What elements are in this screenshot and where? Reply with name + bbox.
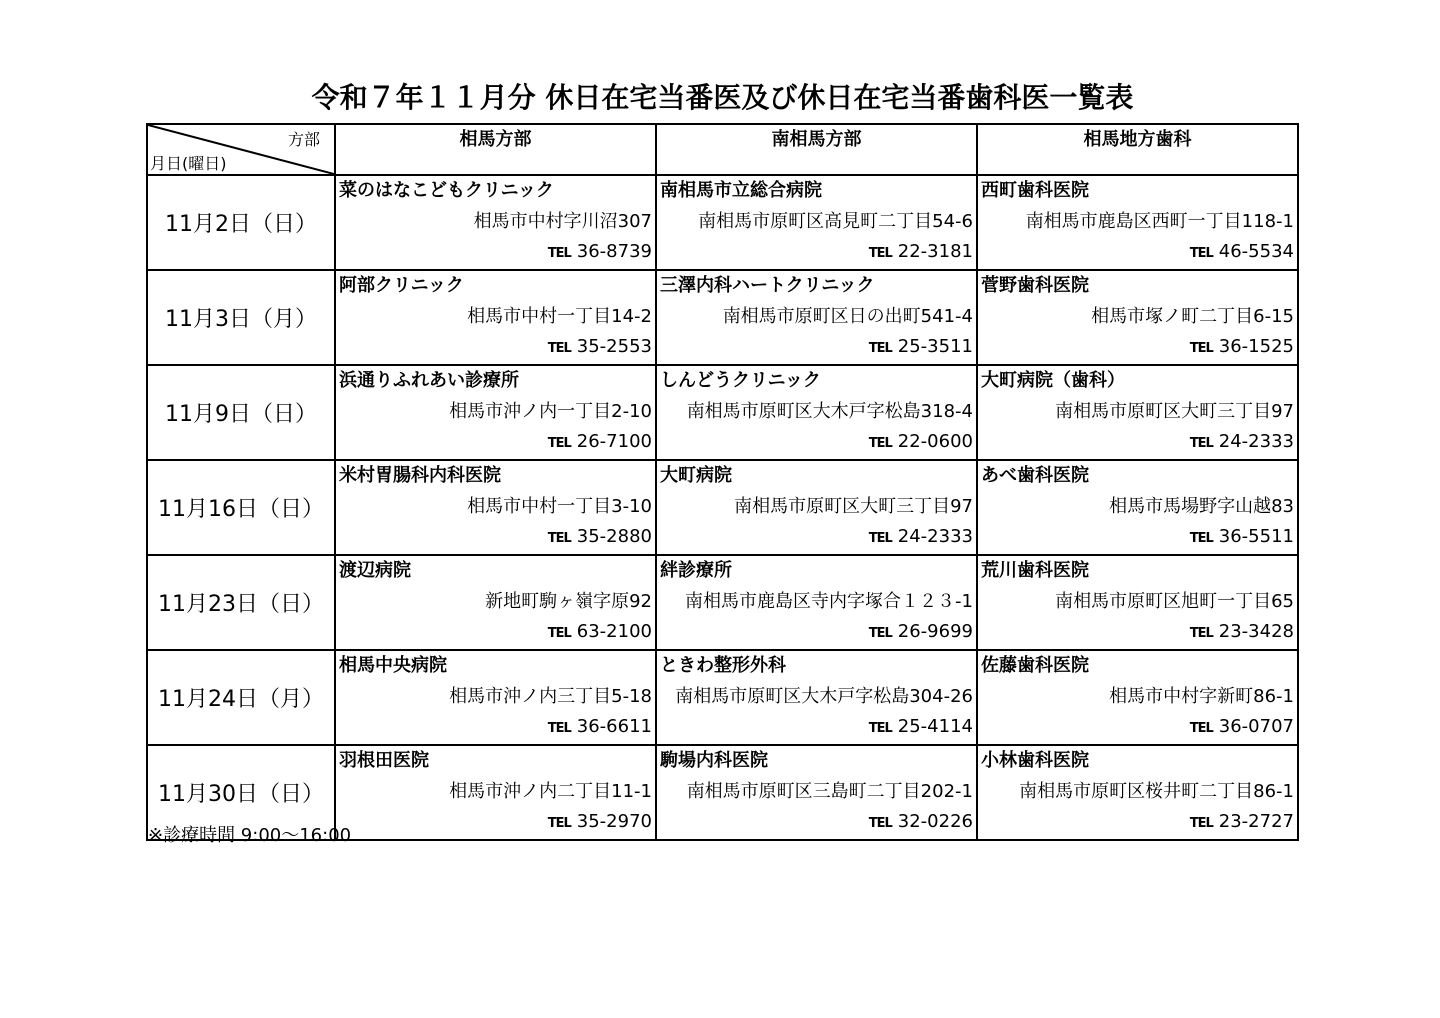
tel-number: 35-2553 (576, 336, 652, 357)
clinic-cell-minamisoma (656, 650, 977, 745)
clinic-tel (336, 617, 655, 649)
tel-label: TEL (547, 816, 571, 831)
tel-label: TEL (868, 436, 892, 451)
clinic-address: 相馬市塚ノ町二丁目6-15 (1091, 306, 1294, 327)
date-cell: 11月2日（日） (147, 175, 335, 270)
clinic-name: 菅野歯科医院 (981, 275, 1089, 296)
tel-label: TEL (547, 246, 571, 261)
tel-number: 36-0707 (1218, 716, 1294, 737)
clinic-cell-minamisoma (656, 460, 977, 555)
clinic-name: 荒川歯科医院 (981, 560, 1089, 581)
clinic-tel (657, 332, 976, 364)
table-row (147, 270, 1298, 365)
clinic-address: 南相馬市原町区大町三丁目97 (734, 496, 973, 517)
table-row (147, 650, 1298, 745)
clinic-cell-minamisoma (656, 365, 977, 460)
table-row (147, 460, 1298, 555)
tel-number: 36-6611 (576, 716, 652, 737)
clinic-name: 大町病院（歯科） (981, 370, 1125, 391)
tel-label: TEL (547, 341, 571, 356)
tel-number: 26-9699 (897, 621, 973, 642)
tel-number: 22-0600 (897, 431, 973, 452)
table-body (147, 175, 1298, 840)
clinic-name: 米村胃腸科内科医院 (339, 465, 501, 486)
clinic-name: 菜のはなこどもクリニック (339, 180, 554, 201)
clinic-tel (657, 807, 976, 839)
tel-number: 36-1525 (1218, 336, 1294, 357)
tel-label: TEL (868, 626, 892, 641)
date-cell: 11月3日（月） (147, 270, 335, 365)
clinic-name: 南相馬市立総合病院 (660, 180, 822, 201)
clinic-name: 三澤内科ハートクリニック (660, 275, 875, 296)
tel-label: TEL (868, 341, 892, 356)
clinic-tel (978, 807, 1297, 839)
clinic-address: 相馬市沖ノ内二丁目11-1 (449, 781, 652, 802)
clinic-address: 南相馬市原町区桜井町二丁目86-1 (1019, 781, 1294, 802)
tel-label: TEL (868, 721, 892, 736)
tel-label: TEL (868, 816, 892, 831)
table-row (147, 555, 1298, 650)
clinic-address: 南相馬市原町区旭町一丁目65 (1055, 591, 1294, 612)
clinic-address: 南相馬市原町区大木戸字松島304-26 (675, 686, 973, 707)
tel-number: 23-2727 (1218, 811, 1294, 832)
tel-number: 35-2880 (576, 526, 652, 547)
clinic-cell-soma (335, 365, 656, 460)
clinic-tel (978, 332, 1297, 364)
clinic-tel (978, 522, 1297, 554)
table-row (147, 175, 1298, 270)
tel-label: TEL (1189, 341, 1213, 356)
tel-number: 22-3181 (897, 241, 973, 262)
clinic-cell-dental (977, 460, 1298, 555)
tel-number: 36-5511 (1218, 526, 1294, 547)
date-cell: 11月24日（月） (147, 650, 335, 745)
date-cell: 11月16日（日） (147, 460, 335, 555)
clinic-tel (657, 617, 976, 649)
clinic-tel (336, 522, 655, 554)
clinic-cell-dental (977, 365, 1298, 460)
clinic-tel (978, 427, 1297, 459)
tel-number: 32-0226 (897, 811, 973, 832)
clinic-name: ときわ整形外科 (660, 655, 786, 676)
clinic-name: 西町歯科医院 (981, 180, 1089, 201)
clinic-address: 南相馬市原町区大町三丁目97 (1055, 401, 1294, 422)
page-title: 令和７年１１月分 休日在宅当番医及び休日在宅当番歯科医一覧表 (311, 81, 1134, 114)
clinic-tel (336, 427, 655, 459)
clinic-tel (336, 237, 655, 269)
tel-label: TEL (547, 436, 571, 451)
clinic-cell-dental (977, 745, 1298, 840)
clinic-cell-soma (335, 175, 656, 270)
clinic-cell-minamisoma (656, 555, 977, 650)
tel-label: TEL (547, 531, 571, 546)
clinic-name: あべ歯科医院 (981, 465, 1089, 486)
corner-header-area-label: 方部 (287, 130, 320, 149)
clinic-tel (978, 617, 1297, 649)
clinic-cell-soma (335, 270, 656, 365)
clinic-address: 相馬市中村字新町86-1 (1109, 686, 1294, 707)
clinic-cell-dental (977, 175, 1298, 270)
tel-number: 25-4114 (897, 716, 973, 737)
clinic-cell-soma (335, 745, 656, 840)
tel-label: TEL (868, 531, 892, 546)
clinic-address: 相馬市中村一丁目14-2 (467, 306, 652, 327)
clinic-name: 相馬中央病院 (339, 655, 447, 676)
clinic-tel (336, 332, 655, 364)
clinic-cell-dental (977, 555, 1298, 650)
tel-number: 24-2333 (897, 526, 973, 547)
footnote: ※診療時間 9:00～16:00 (148, 825, 352, 846)
clinic-name: 小林歯科医院 (981, 750, 1089, 771)
duty-schedule-table (146, 123, 1299, 841)
tel-number: 24-2333 (1218, 431, 1294, 452)
tel-label: TEL (1189, 531, 1213, 546)
tel-number: 23-3428 (1218, 621, 1294, 642)
clinic-address: 南相馬市原町区大木戸字松島318-4 (686, 401, 973, 422)
corner-header-cell (147, 124, 335, 175)
clinic-tel (657, 237, 976, 269)
tel-number: 46-5534 (1218, 241, 1294, 262)
clinic-name: 絆診療所 (660, 560, 732, 581)
tel-number: 26-7100 (576, 431, 652, 452)
tel-label: TEL (547, 721, 571, 736)
clinic-cell-minamisoma (656, 175, 977, 270)
clinic-cell-minamisoma (656, 270, 977, 365)
date-cell: 11月23日（日） (147, 555, 335, 650)
clinic-address: 相馬市沖ノ内一丁目2-10 (449, 401, 652, 422)
clinic-name: 阿部クリニック (339, 275, 464, 296)
clinic-address: 南相馬市原町区高見町二丁目54-6 (698, 211, 973, 232)
clinic-cell-soma (335, 555, 656, 650)
clinic-address: 相馬市中村一丁目3-10 (467, 496, 652, 517)
tel-number: 36-8739 (576, 241, 652, 262)
clinic-tel (657, 712, 976, 744)
clinic-address: 南相馬市鹿島区西町一丁目118-1 (1025, 211, 1294, 232)
clinic-tel (978, 237, 1297, 269)
clinic-cell-soma (335, 650, 656, 745)
clinic-cell-dental (977, 650, 1298, 745)
clinic-address: 相馬市沖ノ内三丁目5-18 (449, 686, 652, 707)
clinic-address: 新地町駒ヶ嶺字原92 (485, 591, 652, 612)
clinic-cell-minamisoma (656, 745, 977, 840)
table-header-row (147, 124, 1298, 175)
tel-label: TEL (1189, 721, 1213, 736)
column-header-soma: 相馬方部 (335, 124, 656, 175)
clinic-address: 南相馬市原町区日の出町541-4 (722, 306, 973, 327)
tel-label: TEL (547, 626, 571, 641)
tel-label: TEL (1189, 246, 1213, 261)
table-row (147, 365, 1298, 460)
corner-header-date-label: 月日(曜日) (150, 154, 227, 173)
tel-label: TEL (1189, 436, 1213, 451)
tel-number: 25-3511 (897, 336, 973, 357)
tel-label: TEL (1189, 816, 1213, 831)
clinic-tel (336, 712, 655, 744)
clinic-tel (336, 807, 655, 839)
date-cell: 11月9日（日） (147, 365, 335, 460)
date-cell: 11月30日（日） (147, 745, 335, 840)
column-header-minamisoma: 南相馬方部 (656, 124, 977, 175)
clinic-address: 南相馬市鹿島区寺内字塚合１２３-1 (685, 591, 973, 612)
clinic-address: 相馬市馬場野字山越83 (1109, 496, 1294, 517)
clinic-tel (657, 522, 976, 554)
clinic-tel (657, 427, 976, 459)
clinic-name: 浜通りふれあい診療所 (339, 370, 519, 391)
clinic-address: 南相馬市原町区三島町二丁目202-1 (686, 781, 973, 802)
clinic-cell-dental (977, 270, 1298, 365)
clinic-name: しんどうクリニック (660, 370, 821, 391)
clinic-cell-soma (335, 460, 656, 555)
tel-number: 63-2100 (576, 621, 652, 642)
tel-label: TEL (868, 246, 892, 261)
tel-label: TEL (1189, 626, 1213, 641)
tel-number: 35-2970 (576, 811, 652, 832)
clinic-tel (978, 712, 1297, 744)
column-header-dental: 相馬地方歯科 (977, 124, 1298, 175)
clinic-name: 駒場内科医院 (660, 750, 768, 771)
clinic-name: 渡辺病院 (339, 560, 411, 581)
clinic-name: 大町病院 (660, 465, 732, 486)
clinic-address: 相馬市中村字川沼307 (473, 211, 652, 232)
clinic-name: 羽根田医院 (339, 750, 429, 771)
clinic-name: 佐藤歯科医院 (981, 655, 1089, 676)
